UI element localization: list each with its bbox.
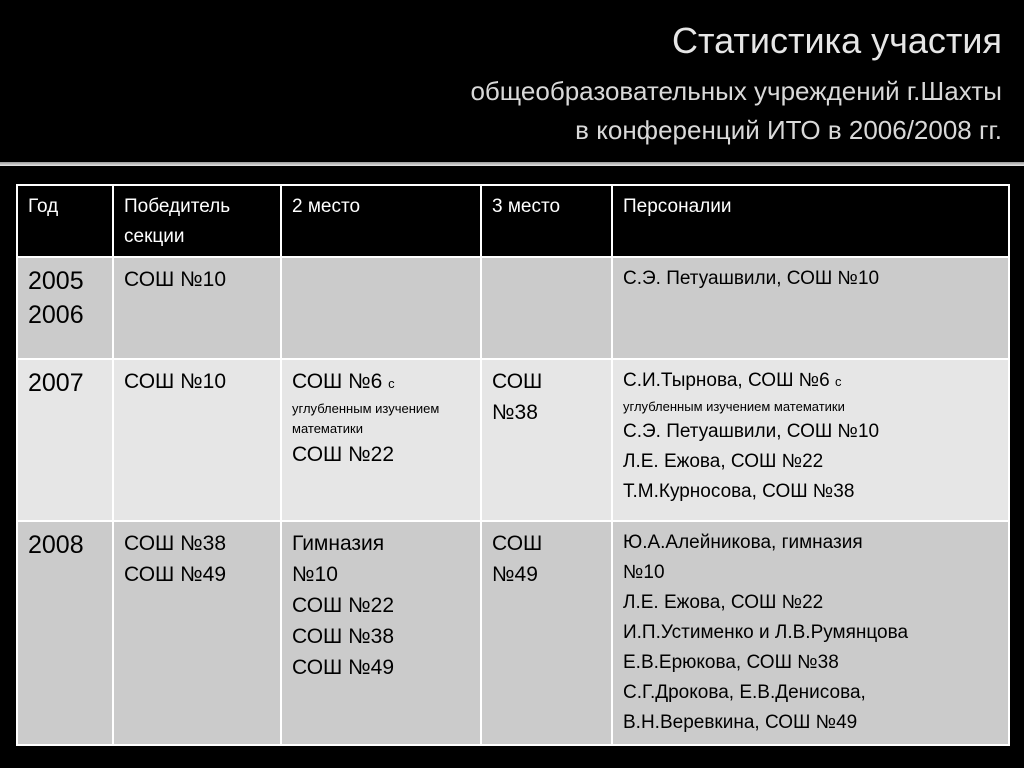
header-third-place: 3 место [481, 185, 612, 257]
cell-year: 2008 [17, 521, 113, 745]
table-row [17, 257, 1009, 359]
table-row [17, 521, 1009, 745]
header-winner: Победитель секции [113, 185, 281, 257]
slide-title: Статистика участия [672, 20, 1002, 61]
cell-winner: СОШ №10 [113, 359, 281, 521]
header-persons: Персоналии [612, 185, 1009, 257]
cell-winner: СОШ №38 СОШ №49 [113, 521, 281, 745]
cell-year: 2007 [17, 359, 113, 521]
cell-second-place: СОШ №6 с углубленным изучением математики СОШ №22 [281, 359, 481, 521]
slide-subtitle-line-2: в конференций ИТО в 2006/2008 гг. [575, 115, 1002, 145]
cell-persons: Ю.А.Алейникова, гимназия №10 Л.Е. Ежова, СОШ №22 И.П.Устименко и Л.В.Румянцова Е.В.Ерюкова, СОШ №38 С.Г.Дрокова, Е.В.Денисова, В.Н.Веревкина, СОШ №49 [612, 521, 1009, 745]
cell-third-place: СОШ №49 [481, 521, 612, 745]
slide-title-area [0, 0, 1024, 158]
cell-second-place [281, 257, 481, 359]
table-row [17, 359, 1009, 521]
title-divider [0, 162, 1024, 166]
slide-subtitle-line-1: общеобразовательных учреждений г.Шахты [470, 76, 1002, 106]
statistics-table [16, 184, 1010, 746]
cell-winner: СОШ №10 [113, 257, 281, 359]
cell-year: 2005 2006 [17, 257, 113, 359]
header-year: Год [17, 185, 113, 257]
cell-third-place [481, 257, 612, 359]
cell-persons: С.И.Тырнова, СОШ №6 с углубленным изучением математики С.Э. Петуашвили, СОШ №10 Л.Е. Ежова, СОШ №22 Т.М.Курносова, СОШ №38 [612, 359, 1009, 521]
header-second-place: 2 место [281, 185, 481, 257]
cell-third-place: СОШ №38 [481, 359, 612, 521]
table-header-row [17, 185, 1009, 257]
cell-second-place: Гимназия №10 СОШ №22 СОШ №38 СОШ №49 [281, 521, 481, 745]
cell-persons: С.Э. Петуашвили, СОШ №10 [612, 257, 1009, 359]
